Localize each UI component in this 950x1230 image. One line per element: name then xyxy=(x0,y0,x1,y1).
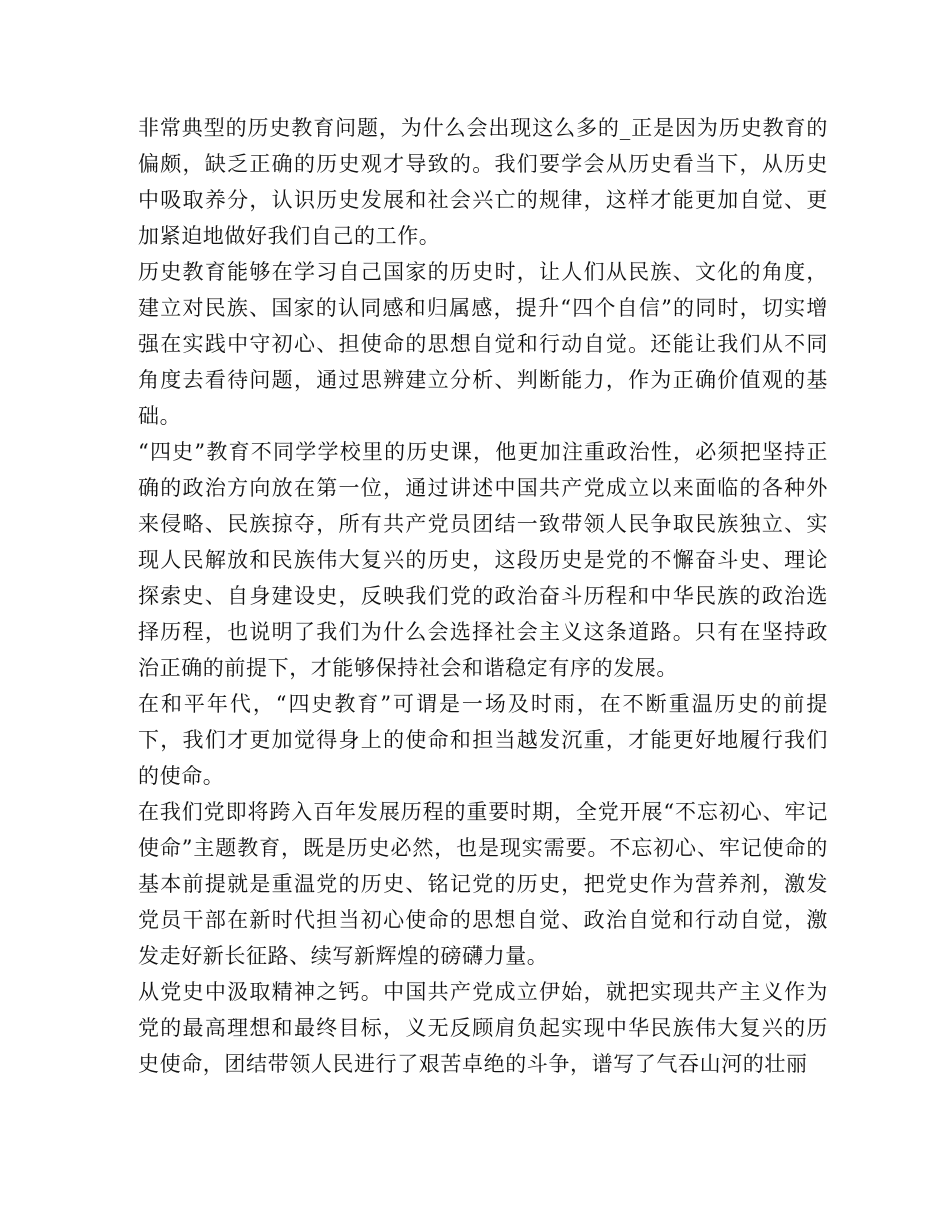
paragraph-5: 在我们党即将跨入百年发展历程的重要时期，全党开展“不忘初心、牢记使命”主题教育，既是历史必然，也是现实需要。不忘初心、牢记使命的基本前提就是重温党的历史、铭记党的历史，把党史作为营养剂，激发党员干部在新时代担当初心使命的思想自觉、政治自觉和行动自觉，激发走好新长征路、续写新辉煌的磅礴力量。 xyxy=(138,800,828,968)
document-body xyxy=(138,110,828,1082)
paragraph-4: 在和平年代，“四史教育”可谓是一场及时雨，在不断重温历史的前提下，我们才更加觉得身上的使命和担当越发沉重，才能更好地履行我们的使命。 xyxy=(138,692,828,788)
paragraph-1: 非常典型的历史教育问题，为什么会出现这么多的_正是因为历史教育的偏颇，缺乏正确的历史观才导致的。我们要学会从历史看当下，从历史中吸取养分，认识历史发展和社会兴亡的规律，这样才能更加自觉、更加紧迫地做好我们自己的工作。 xyxy=(138,116,828,248)
paragraph-3: “四史”教育不同学学校里的历史课，他更加注重政治性，必须把坚持正确的政治方向放在第一位，通过讲述中国共产党成立以来面临的各种外来侵略、民族掠夺，所有共产党员团结一致带领人民争取民族独立、实现人民解放和民族伟大复兴的历史，这段历史是党的不懈奋斗史、理论探索史、自身建设史，反映我们党的政治奋斗历程和中华民族的政治选择历程，也说明了我们为什么会选择社会主义这条道路。只有在坚持政治正确的前提下，才能够保持社会和谐稳定有序的发展。 xyxy=(138,440,828,680)
paragraph-6: 从党史中汲取精神之钙。中国共产党成立伊始，就把实现共产主义作为党的最高理想和最终目标，义无反顾肩负起实现中华民族伟大复兴的历史使命，团结带领人民进行了艰苦卓绝的斗争，谱写了气吞山河的壮丽 xyxy=(138,980,828,1076)
paragraph-2: 历史教育能够在学习自己国家的历史时，让人们从民族、文化的角度，建立对民族、国家的认同感和归属感，提升“四个自信”的同时，切实增强在实践中守初心、担使命的思想自觉和行动自觉。还能让我们从不同角度去看待问题，通过思辨建立分析、判断能力，作为正确价值观的基础。 xyxy=(138,260,828,428)
